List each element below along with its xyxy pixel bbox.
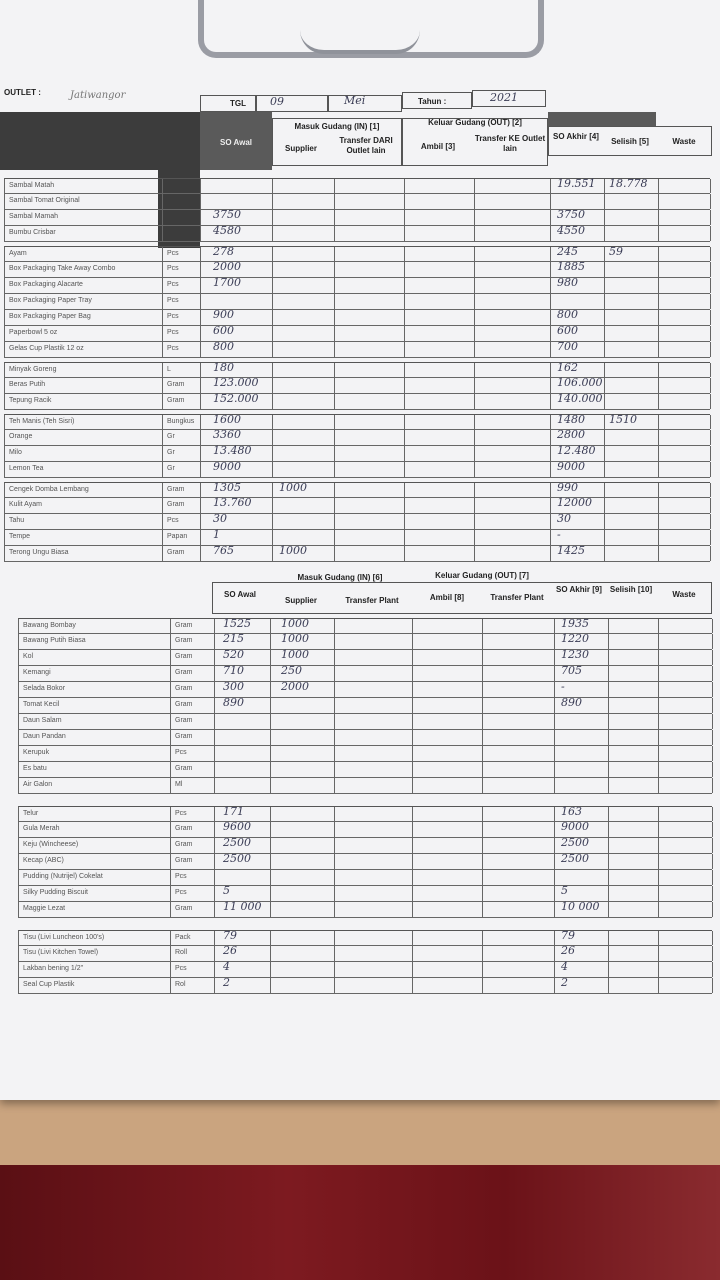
tgl-label: TGL	[230, 99, 246, 108]
item-name: Tisu (Livi Luncheon 100's)	[23, 934, 105, 941]
so-akhir-value: 705	[561, 664, 582, 677]
so-awal-value: 13.760	[213, 496, 252, 509]
item-unit: Papan	[167, 533, 188, 540]
so-awal-value: 5	[223, 884, 230, 897]
item-name: Cengek Domba Lembang	[9, 486, 89, 493]
item-unit: Gram	[175, 765, 193, 772]
so-akhir-value: 700	[557, 340, 578, 353]
so-awal-header: SO Awal	[219, 138, 252, 147]
table-cell[interactable]	[5, 194, 711, 209]
so-akhir-value: -	[561, 680, 565, 693]
table-cell[interactable]	[5, 294, 711, 309]
so-awal-value: 2	[223, 976, 230, 989]
item-name: Maggie Lezat	[23, 905, 66, 912]
so-akhir-header-bottom: SO Akhir [9]	[556, 585, 602, 594]
so-awal-value: 2500	[223, 836, 251, 849]
item-unit: Gram	[167, 501, 185, 508]
so-akhir-value: 9000	[561, 820, 589, 833]
so-akhir-value: 1220	[561, 632, 589, 645]
so-awal-value: 4	[223, 960, 230, 973]
so-akhir-value: 30	[557, 512, 571, 525]
so-awal-value: 765	[213, 544, 234, 557]
item-unit: Gram	[175, 701, 193, 708]
so-awal-value: 3750	[213, 208, 241, 221]
table-row	[4, 194, 710, 210]
table-cell[interactable]	[19, 682, 713, 697]
table-row	[4, 446, 710, 462]
red-cloth	[0, 1165, 720, 1280]
item-name: Teh Manis (Teh Sisri)	[9, 418, 75, 425]
clip-wire	[300, 30, 420, 54]
item-unit: Gram	[175, 622, 193, 629]
item-unit: Gram	[175, 733, 193, 740]
table-cell[interactable]	[5, 342, 711, 357]
selisih-header: Selisih [5]	[611, 137, 649, 146]
tgl-value: 09	[270, 95, 284, 108]
table-row	[18, 886, 712, 902]
so-akhir-value: -	[557, 528, 561, 541]
so-akhir-value: 990	[557, 481, 578, 494]
table-cell[interactable]	[5, 378, 711, 393]
table-row	[4, 342, 710, 358]
table-row	[4, 278, 710, 294]
table-row	[18, 946, 712, 962]
item-unit: Gram	[167, 486, 185, 493]
so-akhir-value: 3750	[557, 208, 585, 221]
item-unit: Gram	[175, 653, 193, 660]
so-awal-value: 600	[213, 324, 234, 337]
table-row	[18, 730, 712, 746]
item-name: Kemangi	[23, 669, 51, 676]
item-name: Ayam	[9, 250, 27, 257]
ambil-header: Ambil [3]	[420, 142, 456, 151]
item-unit: Gram	[175, 825, 193, 832]
table-cell[interactable]	[19, 730, 713, 745]
akhir-header-bg	[548, 112, 656, 126]
item-unit: Gram	[175, 669, 193, 676]
table-cell[interactable]	[19, 931, 713, 945]
item-unit: Pcs	[167, 265, 179, 272]
so-awal-value: 30	[213, 512, 227, 525]
table-cell[interactable]	[19, 807, 713, 821]
item-unit: Pcs	[167, 313, 179, 320]
item-unit: Pcs	[175, 889, 187, 896]
table-row	[4, 246, 710, 262]
item-name: Es batu	[23, 765, 47, 772]
table-row	[4, 178, 710, 194]
so-akhir-value: 12.480	[557, 444, 596, 457]
table-cell[interactable]	[5, 278, 711, 293]
so-akhir-value: 5	[561, 884, 568, 897]
item-unit: Gram	[167, 397, 185, 404]
so-awal-value: 1600	[213, 413, 241, 426]
so-awal-value: 215	[223, 632, 244, 645]
so-akhir-value: 4	[561, 960, 568, 973]
table-row	[4, 226, 710, 242]
table-row	[4, 294, 710, 310]
table-row	[4, 378, 710, 394]
table-cell[interactable]	[19, 946, 713, 961]
table-row	[18, 634, 712, 650]
table-cell[interactable]	[5, 530, 711, 545]
item-name: Sambal Tomat Original	[9, 197, 80, 204]
so-awal-value: 300	[223, 680, 244, 693]
table-row	[4, 210, 710, 226]
table-cell[interactable]	[5, 514, 711, 529]
item-unit: Gram	[175, 717, 193, 724]
item-name: Daun Salam	[23, 717, 62, 724]
item-unit: Gr	[167, 433, 175, 440]
item-unit: Gram	[167, 381, 185, 388]
item-name: Seal Cup Plastik	[23, 981, 75, 988]
table-row	[4, 262, 710, 278]
table-cell[interactable]	[19, 650, 713, 665]
item-unit: Ml	[175, 781, 183, 788]
table-row	[18, 682, 712, 698]
table-row	[4, 498, 710, 514]
so-akhir-value: 600	[557, 324, 578, 337]
so-awal-value: 890	[223, 696, 244, 709]
item-unit: Gr	[167, 465, 175, 472]
so-awal-value: 11 000	[223, 900, 262, 913]
table-row	[18, 838, 712, 854]
table-cell[interactable]	[19, 619, 713, 633]
item-name: Tisu (Livi Kitchen Towel)	[23, 949, 99, 956]
item-name: Keju (Wincheese)	[23, 841, 79, 848]
supplier-value: 250	[281, 664, 302, 677]
table-row	[18, 870, 712, 886]
table-cell[interactable]	[19, 778, 713, 793]
table-cell[interactable]	[5, 430, 711, 445]
waste-header-bottom: Waste	[672, 590, 696, 599]
table-cell[interactable]	[5, 210, 711, 225]
masuk-header-bottom: Masuk Gudang (IN) [6]	[297, 573, 383, 582]
selisih-value: 59	[609, 245, 623, 258]
item-name: Gula Merah	[23, 825, 60, 832]
so-awal-value: 1525	[223, 617, 251, 630]
so-awal-value: 4580	[213, 224, 241, 237]
so-akhir-header: SO Akhir [4]	[553, 132, 599, 141]
item-unit: Gram	[175, 637, 193, 644]
table-row	[4, 514, 710, 530]
item-name: Box Packaging Paper Tray	[9, 297, 92, 304]
item-name: Bawang Putih Biasa	[23, 637, 86, 644]
so-akhir-value: 140.000	[557, 392, 603, 405]
so-akhir-value: 1480	[557, 413, 585, 426]
table-cell[interactable]	[19, 822, 713, 837]
item-unit: Pack	[175, 934, 191, 941]
table-row	[4, 430, 710, 446]
table-row	[18, 650, 712, 666]
item-name: Selada Bokor	[23, 685, 66, 692]
selisih-header-bottom: Selisih [10]	[609, 585, 653, 594]
so-akhir-value: 245	[557, 245, 578, 258]
so-akhir-value: 9000	[557, 460, 585, 473]
so-awal-value: 520	[223, 648, 244, 661]
table-row	[18, 822, 712, 838]
item-name: Terong Ungu Biasa	[9, 549, 69, 556]
table-row	[4, 530, 710, 546]
item-name: Tempe	[9, 533, 31, 540]
ambil-header-bottom: Ambil [8]	[429, 593, 465, 602]
so-awal-value: 1700	[213, 276, 241, 289]
so-akhir-value: 980	[557, 276, 578, 289]
item-name: Pudding (Nutrijel) Cokelat	[23, 873, 103, 880]
so-akhir-value: 2	[561, 976, 568, 989]
item-unit: L	[167, 366, 171, 373]
table-row	[18, 618, 712, 634]
table-row	[18, 806, 712, 822]
item-name: Box Packaging Alacarte	[9, 281, 83, 288]
table-cell[interactable]	[5, 498, 711, 513]
so-awal-header-bottom: SO Awal	[223, 590, 256, 599]
table-row	[4, 414, 710, 430]
outlet-value: Jatiwangor	[70, 90, 126, 101]
table-row	[4, 362, 710, 378]
supplier-value: 1000	[281, 617, 309, 630]
table-cell[interactable]	[19, 854, 713, 869]
keluar-header: Keluar Gudang (OUT) [2]	[428, 118, 522, 127]
so-akhir-value: 890	[561, 696, 582, 709]
item-name: Sambal Matah	[9, 182, 55, 189]
item-unit: Gram	[175, 905, 193, 912]
masuk-header: Masuk Gudang (IN) [1]	[294, 122, 380, 131]
so-akhir-value: 4550	[557, 224, 585, 237]
supplier-header-bottom: Supplier	[284, 596, 317, 605]
so-akhir-value: 800	[557, 308, 578, 321]
table-cell[interactable]	[19, 634, 713, 649]
tgl-value-box	[256, 95, 328, 112]
item-unit: Gram	[175, 841, 193, 848]
supplier-header: Supplier	[284, 144, 317, 153]
so-akhir-value: 162	[557, 361, 578, 374]
table-row	[18, 930, 712, 946]
so-awal-value: 152.000	[213, 392, 259, 405]
table-row	[18, 762, 712, 778]
table-cell[interactable]	[5, 483, 711, 497]
item-unit: Bungkus	[167, 418, 195, 425]
supplier-value: 1000	[279, 481, 307, 494]
table-row	[18, 746, 712, 762]
table-cell[interactable]	[19, 902, 713, 917]
so-awal-value: 900	[213, 308, 234, 321]
header-dark-band	[0, 112, 200, 170]
table-row	[4, 462, 710, 478]
item-unit: Rol	[175, 981, 186, 988]
item-name: Kecap (ABC)	[23, 857, 64, 864]
transfer-dari-header: Transfer DARI Outlet lain	[339, 136, 393, 155]
month-value: Mei	[344, 94, 366, 107]
table-cell[interactable]	[5, 546, 711, 561]
table-row	[4, 310, 710, 326]
item-name: Tahu	[9, 517, 25, 524]
so-awal-value: 180	[213, 361, 234, 374]
table-cell[interactable]	[5, 462, 711, 477]
outlet-label: OUTLET :	[4, 88, 41, 97]
item-name: Tepung Racik	[9, 397, 52, 404]
table-cell[interactable]	[19, 962, 713, 977]
selisih-value: 1510	[609, 413, 637, 426]
table-row	[18, 714, 712, 730]
table-row	[18, 962, 712, 978]
table-cell[interactable]	[19, 698, 713, 713]
table-row	[18, 698, 712, 714]
so-awal-value: 26	[223, 944, 237, 957]
item-unit: Gram	[167, 549, 185, 556]
supplier-value: 2000	[281, 680, 309, 693]
item-name: Box Packaging Take Away Combo	[9, 265, 116, 272]
item-name: Telur	[23, 810, 39, 817]
table-cell[interactable]	[19, 870, 713, 885]
table-cell[interactable]	[5, 226, 711, 241]
item-name: Minyak Goreng	[9, 366, 57, 373]
item-name: Orange	[9, 433, 33, 440]
supplier-value: 1000	[279, 544, 307, 557]
table-cell[interactable]	[5, 247, 711, 261]
so-awal-value: 9600	[223, 820, 251, 833]
item-unit: Pcs	[175, 873, 187, 880]
item-name: Air Galon	[23, 781, 53, 788]
so-awal-value: 2000	[213, 260, 241, 273]
so-awal-value: 710	[223, 664, 244, 677]
table-cell[interactable]	[5, 446, 711, 461]
table-cell[interactable]	[19, 886, 713, 901]
so-awal-value: 171	[223, 805, 244, 818]
table-cell[interactable]	[19, 978, 713, 993]
table-row	[18, 778, 712, 794]
so-akhir-value: 10 000	[561, 900, 600, 913]
table-cell[interactable]	[5, 363, 711, 377]
item-name: Lakban bening 1/2"	[23, 965, 84, 972]
so-akhir-value: 2500	[561, 836, 589, 849]
so-awal-value: 1	[213, 528, 220, 541]
tahun-label: Tahun :	[418, 97, 447, 106]
item-unit: Pcs	[175, 749, 187, 756]
item-unit: Pcs	[167, 345, 179, 352]
table-cell[interactable]	[19, 746, 713, 761]
item-name: Lemon Tea	[9, 465, 44, 472]
supplier-value: 1000	[281, 648, 309, 661]
so-akhir-value: 2500	[561, 852, 589, 865]
item-name: Silky Pudding Biscuit	[23, 889, 88, 896]
item-name: Gelas Cup Plastik 12 oz	[9, 345, 84, 352]
so-akhir-value: 1230	[561, 648, 589, 661]
transfer-ke-header: Transfer KE Outlet lain	[474, 134, 546, 153]
item-name: Kol	[23, 653, 34, 660]
transfer-plant-header-2: Transfer Plant	[490, 593, 544, 602]
item-name: Bawang Bombay	[23, 622, 76, 629]
table-row	[4, 546, 710, 562]
item-name: Kerupuk	[23, 749, 50, 756]
item-name: Sambal Mamah	[9, 213, 59, 220]
item-unit: Pcs	[175, 810, 187, 817]
table-cell[interactable]	[19, 666, 713, 681]
table-cell[interactable]	[5, 394, 711, 409]
so-akhir-value: 1425	[557, 544, 585, 557]
item-name: Milo	[9, 449, 22, 456]
table-cell[interactable]	[5, 415, 711, 429]
item-name: Tomat Kecil	[23, 701, 60, 708]
so-awal-value: 9000	[213, 460, 241, 473]
table-row	[4, 326, 710, 342]
tahun-value: 2021	[490, 91, 518, 104]
table-cell[interactable]	[5, 326, 711, 341]
so-akhir-value: 163	[561, 805, 582, 818]
so-awal-value: 800	[213, 340, 234, 353]
so-akhir-value: 79	[561, 929, 575, 942]
item-name: Beras Putih	[9, 381, 46, 388]
item-name: Daun Pandan	[23, 733, 66, 740]
table-cell[interactable]	[5, 179, 711, 193]
table-row	[18, 666, 712, 682]
waste-header: Waste	[672, 137, 696, 146]
item-name: Bumbu Crisbar	[9, 229, 56, 236]
item-unit: Pcs	[167, 281, 179, 288]
so-awal-value: 79	[223, 929, 237, 942]
so-awal-value: 13.480	[213, 444, 252, 457]
table-row	[18, 902, 712, 918]
item-unit: Pcs	[167, 250, 179, 257]
table-row	[18, 854, 712, 870]
so-awal-value: 3360	[213, 428, 241, 441]
transfer-plant-header: Transfer Plant	[345, 596, 399, 605]
item-name: Paperbowl 5 oz	[9, 329, 58, 336]
so-akhir-value: 19.551	[557, 177, 596, 190]
supplier-value: 1000	[281, 632, 309, 645]
table-row	[18, 978, 712, 994]
so-akhir-value: 1885	[557, 260, 585, 273]
so-awal-value: 123.000	[213, 376, 259, 389]
so-awal-value: 1305	[213, 481, 241, 494]
item-name: Kulit Ayam	[9, 501, 42, 508]
item-unit: Pcs	[167, 517, 179, 524]
so-akhir-value: 12000	[557, 496, 592, 509]
item-unit: Gram	[175, 685, 193, 692]
so-awal-value: 2500	[223, 852, 251, 865]
item-unit: Gram	[175, 857, 193, 864]
table-cell[interactable]	[19, 714, 713, 729]
item-unit: Pcs	[175, 965, 187, 972]
table-cell[interactable]	[5, 310, 711, 325]
table-cell[interactable]	[19, 838, 713, 853]
table-cell[interactable]	[19, 762, 713, 777]
item-unit: Pcs	[167, 329, 179, 336]
so-akhir-value: 1935	[561, 617, 589, 630]
keluar-header-bottom: Keluar Gudang (OUT) [7]	[435, 571, 529, 580]
item-unit: Roll	[175, 949, 188, 956]
table-row	[4, 394, 710, 410]
item-name: Box Packaging Paper Bag	[9, 313, 91, 320]
item-unit: Pcs	[167, 297, 179, 304]
item-unit: Gr	[167, 449, 175, 456]
so-akhir-value: 106.000	[557, 376, 603, 389]
so-akhir-value: 26	[561, 944, 575, 957]
tgl-box	[200, 95, 256, 112]
selisih-value: 18.778	[609, 177, 648, 190]
so-awal-value: 278	[213, 245, 234, 258]
table-row	[4, 482, 710, 498]
so-akhir-value: 2800	[557, 428, 585, 441]
